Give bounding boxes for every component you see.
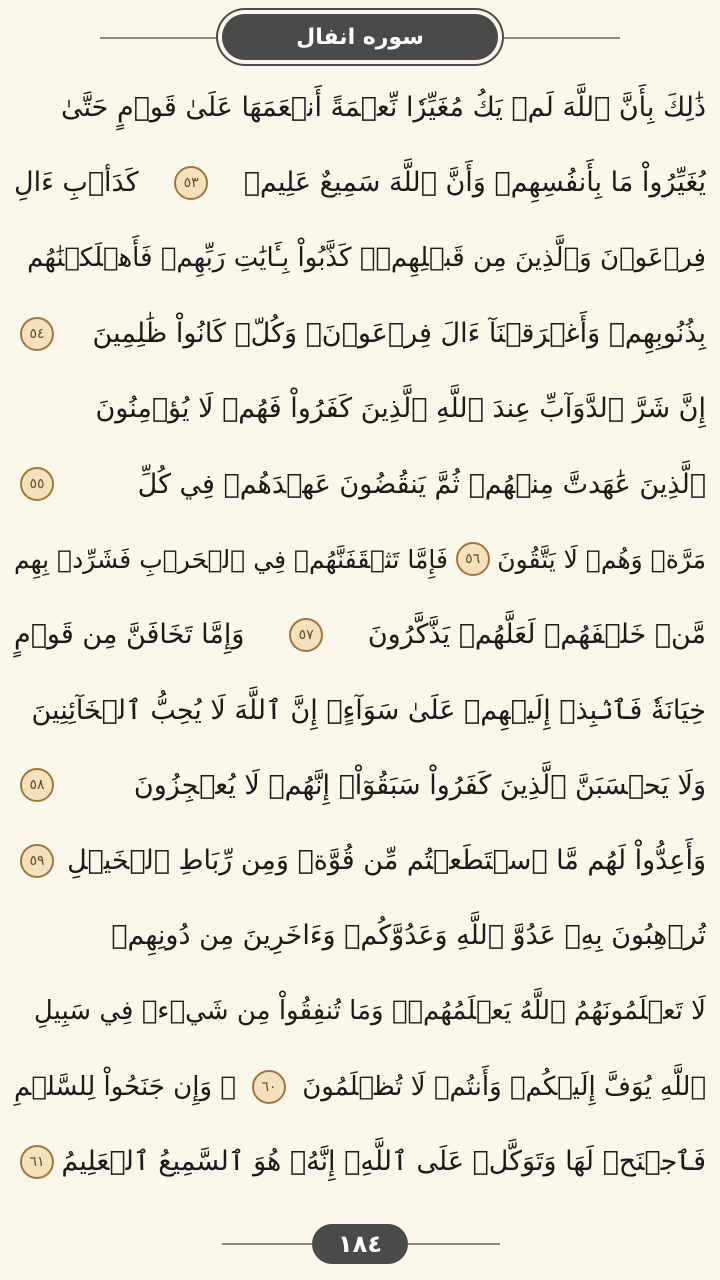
surah-title: سوره انفال bbox=[296, 24, 424, 50]
verse-marker: ٥٣ bbox=[174, 166, 208, 200]
verse-marker: ٥٨ bbox=[20, 768, 54, 802]
verse-marker: ٥٦ bbox=[456, 542, 490, 576]
verse-marker: ٦١ bbox=[20, 1145, 54, 1179]
line-text: كَدَأۡبِ ءَالِ bbox=[14, 167, 139, 199]
text-line bbox=[14, 70, 706, 145]
line-text: خِيَانَةٗ فَٱنۢبِذۡ إِلَيۡهِمۡ عَلَىٰ سَوَآءٍۚ إِنَّ ٱللَّهَ لَا يُحِبُّ ٱلۡخَآئِنِينَ bbox=[31, 694, 706, 726]
verse-marker: ٥٧ bbox=[289, 618, 323, 652]
text-line bbox=[14, 446, 706, 521]
line-text: ٱلَّذِينَ عَٰهَدتَّ مِنۡهُمۡ ثُمَّ يَنقُضُونَ عَهۡدَهُمۡ فِي كُلِّ bbox=[137, 468, 706, 500]
line-text: وَأَعِدُّواْ لَهُم مَّا ٱسۡتَطَعۡتُم مِّن قُوَّةٖ وَمِن رِّبَاطِ ٱلۡخَيۡلِ bbox=[67, 845, 706, 877]
text-line bbox=[14, 522, 706, 597]
line-text: لَا تَعۡلَمُونَهُمُ ٱللَّهُ يَعۡلَمُهُمۡۚ وَمَا تُنفِقُواْ مِن شَيۡءٖ فِي سَبِيلِ bbox=[33, 996, 706, 1027]
header-divider-right bbox=[480, 37, 620, 39]
verse-marker: ٥٤ bbox=[20, 317, 54, 351]
line-text: ٱللَّهِ يُوَفَّ إِلَيۡكُمۡ وَأَنتُمۡ لَا تُظۡلَمُونَ bbox=[302, 1071, 706, 1102]
text-line bbox=[14, 974, 706, 1049]
verse-marker: ٦٠ bbox=[252, 1070, 286, 1104]
line-text: بِذُنُوبِهِمۡ وَأَغۡرَقۡنَآ ءَالَ فِرۡعَوۡنَۚ وَكُلّٞ كَانُواْ ظَٰلِمِينَ bbox=[92, 318, 706, 350]
text-line bbox=[14, 748, 706, 823]
text-line bbox=[14, 1049, 706, 1124]
line-text: مَّنۡ خَلۡفَهُمۡ لَعَلَّهُمۡ يَذَّكَّرُونَ bbox=[367, 619, 706, 651]
text-line bbox=[14, 221, 706, 296]
line-text: فَٱجۡنَحۡ لَهَا وَتَوَكَّلۡ عَلَى ٱللَّهِۚ إِنَّهُۥ هُوَ ٱلسَّمِيعُ ٱلۡعَلِيمُ bbox=[61, 1146, 706, 1178]
text-line bbox=[14, 823, 706, 898]
footer-divider-right bbox=[400, 1243, 500, 1245]
text-line bbox=[14, 296, 706, 371]
text-line bbox=[14, 672, 706, 747]
line-text: وَإِمَّا تَخَافَنَّ مِن قَوۡمٍ bbox=[14, 619, 245, 651]
line-text: فَإِمَّا تَثۡقَفَنَّهُمۡ فِي ٱلۡحَرۡبِ فَشَرِّدۡ بِهِم bbox=[14, 544, 448, 574]
quran-text bbox=[14, 70, 706, 1200]
text-line bbox=[14, 145, 706, 220]
header-divider-left bbox=[100, 37, 240, 39]
page-number: ١٨٤ bbox=[338, 1230, 382, 1258]
line-text: ۞ وَإِن جَنَحُواْ لِلسَّلۡمِ bbox=[14, 1071, 236, 1102]
text-line bbox=[14, 597, 706, 672]
line-text: مَرَّةٖ وَهُمۡ لَا يَتَّقُونَ bbox=[497, 544, 706, 574]
line-text: تُرۡهِبُونَ بِهِۦ عَدُوَّ ٱللَّهِ وَعَدُوَّكُمۡ وَءَاخَرِينَ مِن دُونِهِمۡ bbox=[111, 920, 706, 952]
text-line bbox=[14, 371, 706, 446]
footer-divider-left bbox=[222, 1243, 322, 1245]
line-text: وَلَا يَحۡسَبَنَّ ٱلَّذِينَ كَفَرُواْ سَبَقُوٓاْۚ إِنَّهُمۡ لَا يُعۡجِزُونَ bbox=[133, 769, 706, 801]
line-text: إِنَّ شَرَّ ٱلدَّوَآبِّ عِندَ ٱللَّهِ ٱلَّذِينَ كَفَرُواْ فَهُمۡ لَا يُؤۡمِنُونَ bbox=[95, 393, 706, 425]
surah-title-badge bbox=[222, 14, 498, 60]
verse-marker: ٥٥ bbox=[20, 467, 54, 501]
page-number-badge bbox=[312, 1224, 408, 1264]
text-line bbox=[14, 898, 706, 973]
text-line bbox=[14, 1124, 706, 1199]
surah-header bbox=[0, 0, 720, 70]
line-text: يُغَيِّرُواْ مَا بِأَنفُسِهِمۡ وَأَنَّ ٱللَّهَ سَمِيعٌ عَلِيمٞ bbox=[243, 167, 706, 199]
verse-marker: ٥٩ bbox=[20, 844, 54, 878]
line-text: ذَٰلِكَ بِأَنَّ ٱللَّهَ لَمۡ يَكُ مُغَيِّرٗا نِّعۡمَةً أَنۡعَمَهَا عَلَىٰ قَوۡمٍ حَتَّىٰ bbox=[61, 92, 706, 124]
line-text: فِرۡعَوۡنَ وَٱلَّذِينَ مِن قَبۡلِهِمۡۚ كَذَّبُواْ بِـَٔايَٰتِ رَبِّهِمۡ فَأَهۡلَكۡنَٰهُم bbox=[27, 243, 706, 274]
